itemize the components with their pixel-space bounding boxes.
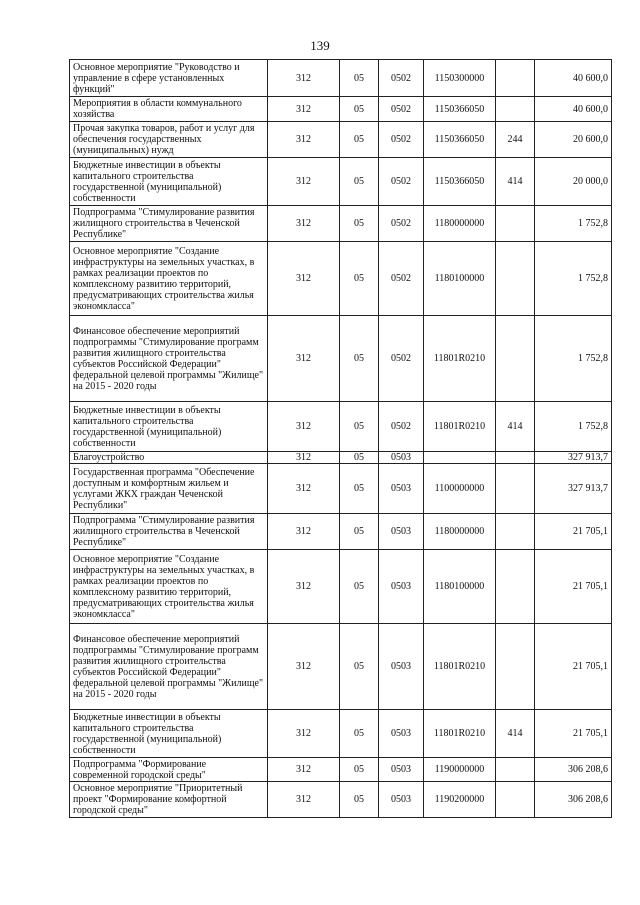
cell-admin-code: 312 bbox=[268, 97, 340, 122]
cell-amount: 21 705,1 bbox=[535, 514, 612, 550]
cell-section: 05 bbox=[340, 758, 379, 782]
cell-target-article: 1150366050 bbox=[424, 158, 496, 206]
cell-subsection: 0502 bbox=[379, 206, 424, 242]
cell-name: Бюджетные инвестиции в объекты капитального строительства государственной (муниципальной) собственности bbox=[70, 710, 268, 758]
cell-subsection: 0503 bbox=[379, 452, 424, 464]
table-row bbox=[70, 158, 612, 206]
cell-section: 05 bbox=[340, 710, 379, 758]
cell-admin-code: 312 bbox=[268, 710, 340, 758]
cell-section: 05 bbox=[340, 464, 379, 514]
table-row bbox=[70, 60, 612, 97]
cell-subsection: 0503 bbox=[379, 782, 424, 818]
cell-name: Финансовое обеспечение мероприятий подпрограммы "Стимулирование программ развития жилищного строительства субъектов Российской Федерации" федеральной целевой программы "Жилище" на 2015 - 2020 годы bbox=[70, 624, 268, 710]
cell-subsection: 0503 bbox=[379, 710, 424, 758]
cell-admin-code: 312 bbox=[268, 316, 340, 402]
cell-name: Основное мероприятие "Приоритетный проект "Формирование комфортной городской среды" bbox=[70, 782, 268, 818]
cell-expense-type bbox=[496, 464, 535, 514]
cell-admin-code: 312 bbox=[268, 60, 340, 97]
cell-subsection: 0502 bbox=[379, 97, 424, 122]
cell-admin-code: 312 bbox=[268, 464, 340, 514]
cell-expense-type bbox=[496, 758, 535, 782]
cell-name: Бюджетные инвестиции в объекты капитального строительства государственной (муниципальной) собственности bbox=[70, 158, 268, 206]
cell-target-article: 1150300000 bbox=[424, 60, 496, 97]
cell-target-article: 1100000000 bbox=[424, 464, 496, 514]
page-number: 139 bbox=[310, 38, 330, 53]
cell-section: 05 bbox=[340, 97, 379, 122]
cell-target-article: 1180000000 bbox=[424, 206, 496, 242]
cell-name: Финансовое обеспечение мероприятий подпрограммы "Стимулирование программ развития жилищного строительства субъектов Российской Федерации" федеральной целевой программы "Жилище" на 2015 - 2020 годы bbox=[70, 316, 268, 402]
table-row bbox=[70, 782, 612, 818]
cell-section: 05 bbox=[340, 242, 379, 316]
cell-amount: 1 752,8 bbox=[535, 242, 612, 316]
cell-admin-code: 312 bbox=[268, 782, 340, 818]
table-row bbox=[70, 758, 612, 782]
cell-admin-code: 312 bbox=[268, 452, 340, 464]
table-row bbox=[70, 710, 612, 758]
cell-target-article: 1190000000 bbox=[424, 758, 496, 782]
cell-section: 05 bbox=[340, 624, 379, 710]
cell-admin-code: 312 bbox=[268, 514, 340, 550]
cell-name: Основное мероприятие "Руководство и управление в сфере установленных функций" bbox=[70, 60, 268, 97]
cell-expense-type bbox=[496, 624, 535, 710]
cell-amount: 20 000,0 bbox=[535, 158, 612, 206]
cell-subsection: 0502 bbox=[379, 402, 424, 452]
cell-admin-code: 312 bbox=[268, 122, 340, 158]
cell-expense-type bbox=[496, 242, 535, 316]
cell-target-article: 1180100000 bbox=[424, 550, 496, 624]
cell-target-article: 11801R0210 bbox=[424, 402, 496, 452]
table-row bbox=[70, 550, 612, 624]
cell-section: 05 bbox=[340, 158, 379, 206]
cell-section: 05 bbox=[340, 402, 379, 452]
cell-amount: 21 705,1 bbox=[535, 710, 612, 758]
cell-target-article: 11801R0210 bbox=[424, 710, 496, 758]
cell-expense-type bbox=[496, 782, 535, 818]
cell-amount: 327 913,7 bbox=[535, 464, 612, 514]
cell-name: Основное мероприятие "Создание инфраструктуры на земельных участках, в рамках реализации проектов по комплексному развитию территорий, предусматривающих строительства жилья экономкласса" bbox=[70, 550, 268, 624]
cell-section: 05 bbox=[340, 60, 379, 97]
cell-section: 05 bbox=[340, 452, 379, 464]
cell-amount: 21 705,1 bbox=[535, 624, 612, 710]
cell-name: Подпрограмма "Формирование современной городской среды" bbox=[70, 758, 268, 782]
cell-amount: 1 752,8 bbox=[535, 316, 612, 402]
cell-expense-type bbox=[496, 60, 535, 97]
table-row bbox=[70, 242, 612, 316]
cell-amount: 1 752,8 bbox=[535, 402, 612, 452]
cell-expense-type bbox=[496, 514, 535, 550]
cell-subsection: 0503 bbox=[379, 514, 424, 550]
cell-subsection: 0503 bbox=[379, 464, 424, 514]
cell-admin-code: 312 bbox=[268, 624, 340, 710]
cell-expense-type: 244 bbox=[496, 122, 535, 158]
cell-admin-code: 312 bbox=[268, 402, 340, 452]
table-row bbox=[70, 122, 612, 158]
cell-admin-code: 312 bbox=[268, 158, 340, 206]
table-row bbox=[70, 452, 612, 464]
cell-expense-type bbox=[496, 97, 535, 122]
cell-section: 05 bbox=[340, 782, 379, 818]
table-row bbox=[70, 402, 612, 452]
budget-table bbox=[69, 59, 612, 818]
cell-section: 05 bbox=[340, 206, 379, 242]
cell-expense-type bbox=[496, 316, 535, 402]
cell-amount: 20 600,0 bbox=[535, 122, 612, 158]
budget-table-body bbox=[70, 60, 612, 818]
cell-amount: 306 208,6 bbox=[535, 758, 612, 782]
cell-name: Прочая закупка товаров, работ и услуг для обеспечения государственных (муниципальных) нужд bbox=[70, 122, 268, 158]
cell-target-article: 1180100000 bbox=[424, 242, 496, 316]
cell-admin-code: 312 bbox=[268, 550, 340, 624]
cell-subsection: 0503 bbox=[379, 624, 424, 710]
cell-subsection: 0502 bbox=[379, 122, 424, 158]
cell-target-article: 11801R0210 bbox=[424, 624, 496, 710]
table-row bbox=[70, 316, 612, 402]
cell-target-article bbox=[424, 452, 496, 464]
table-row bbox=[70, 624, 612, 710]
cell-name: Подпрограмма "Стимулирование развития жилищного строительства в Чеченской Республике" bbox=[70, 206, 268, 242]
cell-subsection: 0502 bbox=[379, 60, 424, 97]
cell-name: Бюджетные инвестиции в объекты капитального строительства государственной (муниципальной) собственности bbox=[70, 402, 268, 452]
cell-subsection: 0502 bbox=[379, 242, 424, 316]
cell-name: Благоустройство bbox=[70, 452, 268, 464]
cell-target-article: 1190200000 bbox=[424, 782, 496, 818]
cell-section: 05 bbox=[340, 550, 379, 624]
cell-subsection: 0503 bbox=[379, 550, 424, 624]
cell-section: 05 bbox=[340, 122, 379, 158]
cell-expense-type bbox=[496, 550, 535, 624]
cell-target-article: 1180000000 bbox=[424, 514, 496, 550]
cell-amount: 1 752,8 bbox=[535, 206, 612, 242]
cell-subsection: 0502 bbox=[379, 158, 424, 206]
cell-amount: 40 600,0 bbox=[535, 97, 612, 122]
cell-expense-type: 414 bbox=[496, 158, 535, 206]
cell-expense-type bbox=[496, 206, 535, 242]
cell-amount: 21 705,1 bbox=[535, 550, 612, 624]
cell-admin-code: 312 bbox=[268, 206, 340, 242]
cell-expense-type: 414 bbox=[496, 710, 535, 758]
cell-admin-code: 312 bbox=[268, 758, 340, 782]
table-row bbox=[70, 464, 612, 514]
cell-expense-type: 414 bbox=[496, 402, 535, 452]
cell-target-article: 1150366050 bbox=[424, 122, 496, 158]
cell-target-article: 1150366050 bbox=[424, 97, 496, 122]
table-row bbox=[70, 97, 612, 122]
cell-expense-type bbox=[496, 452, 535, 464]
cell-name: Государственная программа "Обеспечение доступным и комфортным жильем и услугами ЖКХ граждан Чеченской Республики" bbox=[70, 464, 268, 514]
cell-amount: 327 913,7 bbox=[535, 452, 612, 464]
cell-admin-code: 312 bbox=[268, 242, 340, 316]
cell-subsection: 0502 bbox=[379, 316, 424, 402]
cell-name: Мероприятия в области коммунального хозяйства bbox=[70, 97, 268, 122]
cell-name: Подпрограмма "Стимулирование развития жилищного строительства в Чеченской Республике" bbox=[70, 514, 268, 550]
cell-section: 05 bbox=[340, 316, 379, 402]
cell-target-article: 11801R0210 bbox=[424, 316, 496, 402]
cell-subsection: 0503 bbox=[379, 758, 424, 782]
cell-name: Основное мероприятие "Создание инфраструктуры на земельных участках, в рамках реализации проектов по комплексному развитию территорий, предусматривающих строительства жилья экономкласса" bbox=[70, 242, 268, 316]
table-row bbox=[70, 514, 612, 550]
cell-amount: 306 208,6 bbox=[535, 782, 612, 818]
table-row bbox=[70, 206, 612, 242]
cell-amount: 40 600,0 bbox=[535, 60, 612, 97]
cell-section: 05 bbox=[340, 514, 379, 550]
